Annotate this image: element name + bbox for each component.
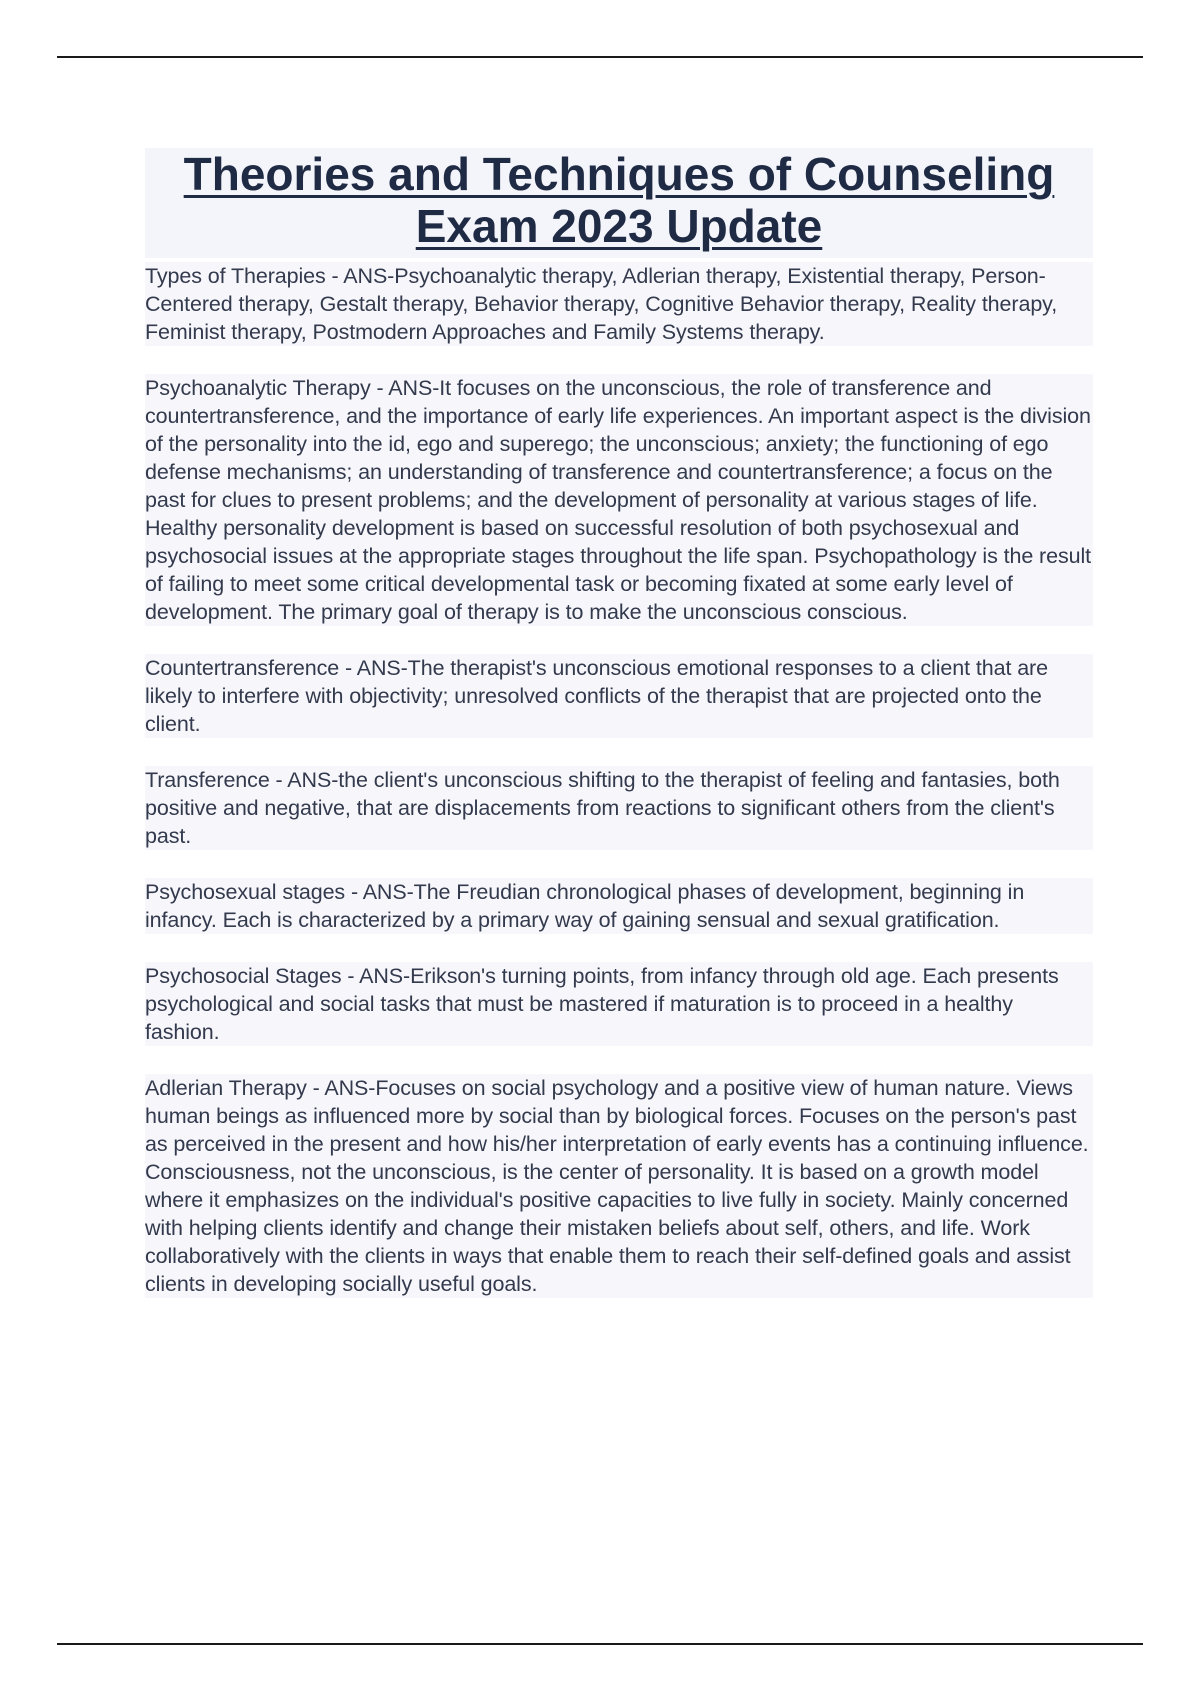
footer-rule (57, 1643, 1143, 1645)
document-title (145, 148, 1093, 258)
document-title-line-2: Exam 2023 Update (415, 200, 823, 252)
entry-psychosocial-stages: Psychosocial Stages - ANS-Erikson's turning points, from infancy through old age. Each presents psychological and social tasks that must be mastered if maturation is to proceed in a healthy fashion. (145, 962, 1093, 1046)
header-rule (57, 56, 1143, 58)
document-title-line-1: Theories and Techniques of Counseling (183, 148, 1055, 200)
entry-transference: Transference - ANS-the client's unconscious shifting to the therapist of feeling and fantasies, both positive and negative, that are displacements from reactions to significant others from the client's past. (145, 766, 1093, 850)
entry-countertransference: Countertransference - ANS-The therapist's unconscious emotional responses to a client that are likely to interfere with objectivity; unresolved conflicts of the therapist that are projected onto the client. (145, 654, 1093, 738)
entry-adlerian-therapy: Adlerian Therapy - ANS-Focuses on social psychology and a positive view of human nature. Views human beings as influenced more by social than by biological forces. Focuses on the person's past as perceived in the present and how his/her interpretation of early events has a continuing influence. Consciousness, not the unconscious, is the center of personality. It is based on a growth model where it emphasizes on the individual's positive capacities to live fully in society. Mainly concerned with helping clients identify and change their mistaken beliefs about self, others, and life. Work collaboratively with the clients in ways that enable them to reach their self-defined goals and assist clients in developing socially useful goals. (145, 1074, 1093, 1298)
entry-psychosexual-stages: Psychosexual stages - ANS-The Freudian chronological phases of development, beginning in infancy. Each is characterized by a primary way of gaining sensual and sexual gratification. (145, 878, 1093, 934)
entry-psychoanalytic-therapy: Psychoanalytic Therapy - ANS-It focuses on the unconscious, the role of transference and countertransference, and the importance of early life experiences. An important aspect is the division of the personality into the id, ego and superego; the unconscious; anxiety; the functioning of ego defense mechanisms; an understanding of transference and countertransference; a focus on the past for clues to present problems; and the development of personality at various stages of life. Healthy personality development is based on successful resolution of both psychosexual and psychosocial issues at the appropriate stages throughout the life span. Psychopathology is the result of failing to meet some critical developmental task or becoming fixated at some early level of development. The primary goal of therapy is to make the unconscious conscious. (145, 376, 1092, 624)
document-body (145, 148, 1093, 1326)
entry-types-of-therapies: Types of Therapies - ANS-Psychoanalytic therapy, Adlerian therapy, Existential therapy, Person-Centered therapy, Gestalt therapy, Behavior therapy, Cognitive Behavior therapy, Reality therapy, Feminist therapy, Postmodern Approaches and Family Systems therapy. (145, 262, 1093, 346)
